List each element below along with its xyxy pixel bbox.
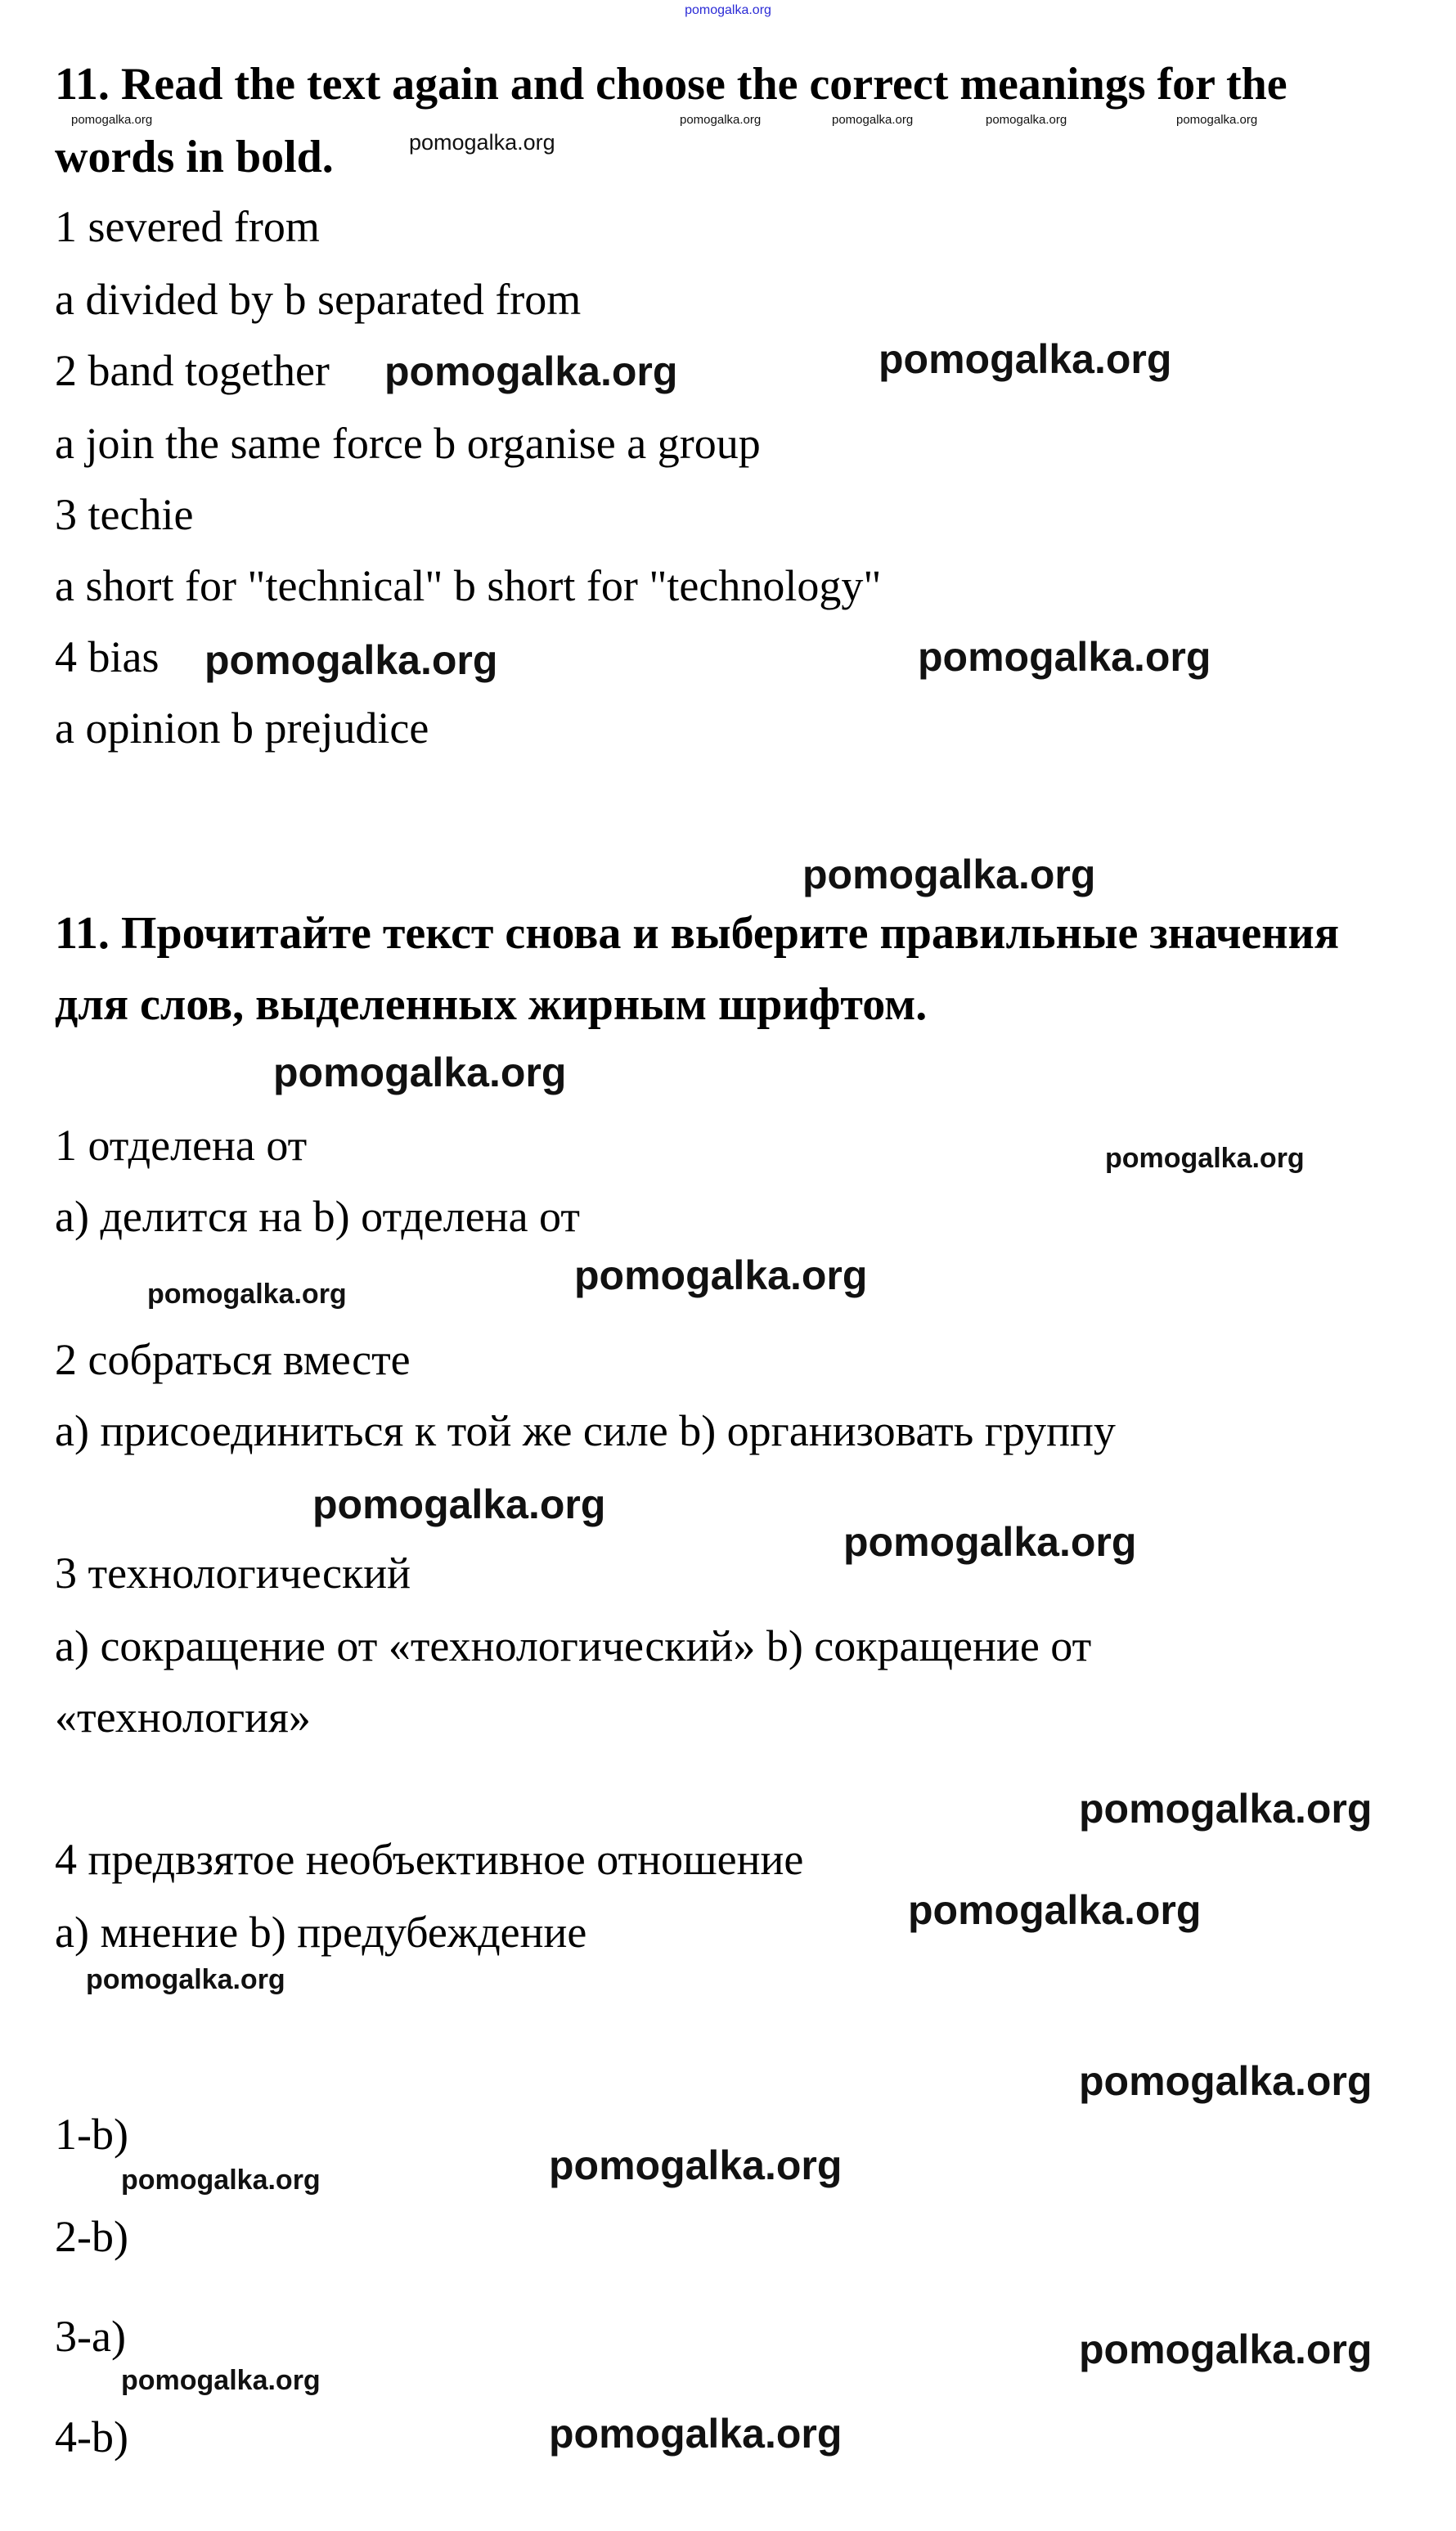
watermark: pomogalka.org <box>574 1252 868 1298</box>
russian-line: a) мнение b) предубеждение <box>55 1908 587 1957</box>
russian-line: a) присоединиться к той же силе b) организовать группу <box>55 1406 1116 1455</box>
russian-heading-cont: для слов, выделенных жирным шрифтом. <box>55 979 928 1030</box>
watermark: pomogalka.org <box>71 113 153 127</box>
watermark: pomogalka.org <box>1105 1143 1305 1174</box>
watermark: pomogalka.org <box>312 1481 606 1527</box>
top-watermark-link[interactable]: pomogalka.org <box>685 3 771 17</box>
english-line: 4 bias <box>55 632 160 681</box>
watermark: pomogalka.org <box>273 1050 567 1095</box>
russian-line: a) сокращение от «технологический» b) сокращение от <box>55 1621 1092 1670</box>
answer: 1-b) <box>55 2110 128 2159</box>
russian-heading: 11. Прочитайте текст снова и выберите правильные значения <box>55 908 1340 959</box>
watermark: pomogalka.org <box>121 2365 321 2396</box>
watermark: pomogalka.org <box>908 1887 1202 1933</box>
english-line: a opinion b prejudice <box>55 704 429 753</box>
russian-line: a) делится на b) отделена от <box>55 1192 580 1241</box>
watermark: pomogalka.org <box>409 130 555 155</box>
english-line: a short for "technical" b short for "technology" <box>55 561 882 610</box>
watermark: pomogalka.org <box>384 348 678 394</box>
english-line: 1 severed from <box>55 202 320 251</box>
watermark: pomogalka.org <box>879 336 1172 382</box>
answer: 3-a) <box>55 2312 126 2361</box>
english-heading: 11. Read the text again and choose the correct meanings for the <box>55 59 1287 110</box>
russian-line: «технология» <box>55 1693 311 1742</box>
english-line: 3 techie <box>55 490 194 539</box>
watermark: pomogalka.org <box>147 1279 347 1310</box>
watermark: pomogalka.org <box>1079 1786 1373 1832</box>
watermark: pomogalka.org <box>832 113 914 127</box>
english-heading-cont: words in bold. <box>55 132 334 182</box>
english-line: a join the same force b organise a group <box>55 419 761 468</box>
watermark: pomogalka.org <box>549 2142 843 2188</box>
russian-line: 1 отделена от <box>55 1121 308 1170</box>
russian-line: 4 предвзятое необъективное отношение <box>55 1835 804 1884</box>
watermark: pomogalka.org <box>86 1964 285 1995</box>
english-line: a divided by b separated from <box>55 275 582 324</box>
watermark: pomogalka.org <box>680 113 762 127</box>
russian-line: 3 технологический <box>55 1549 411 1598</box>
watermark: pomogalka.org <box>1079 2058 1373 2104</box>
watermark: pomogalka.org <box>802 852 1096 897</box>
watermark: pomogalka.org <box>204 637 498 683</box>
watermark: pomogalka.org <box>986 113 1067 127</box>
watermark: pomogalka.org <box>843 1519 1137 1565</box>
english-line: 2 band together <box>55 346 330 395</box>
russian-line: 2 собраться вместе <box>55 1335 411 1384</box>
answer: 2-b) <box>55 2212 128 2261</box>
watermark: pomogalka.org <box>1176 113 1258 127</box>
watermark: pomogalka.org <box>918 634 1211 680</box>
answer: 4-b) <box>55 2412 128 2461</box>
watermark: pomogalka.org <box>1079 2326 1373 2372</box>
watermark: pomogalka.org <box>121 2165 321 2196</box>
watermark: pomogalka.org <box>549 2411 843 2457</box>
